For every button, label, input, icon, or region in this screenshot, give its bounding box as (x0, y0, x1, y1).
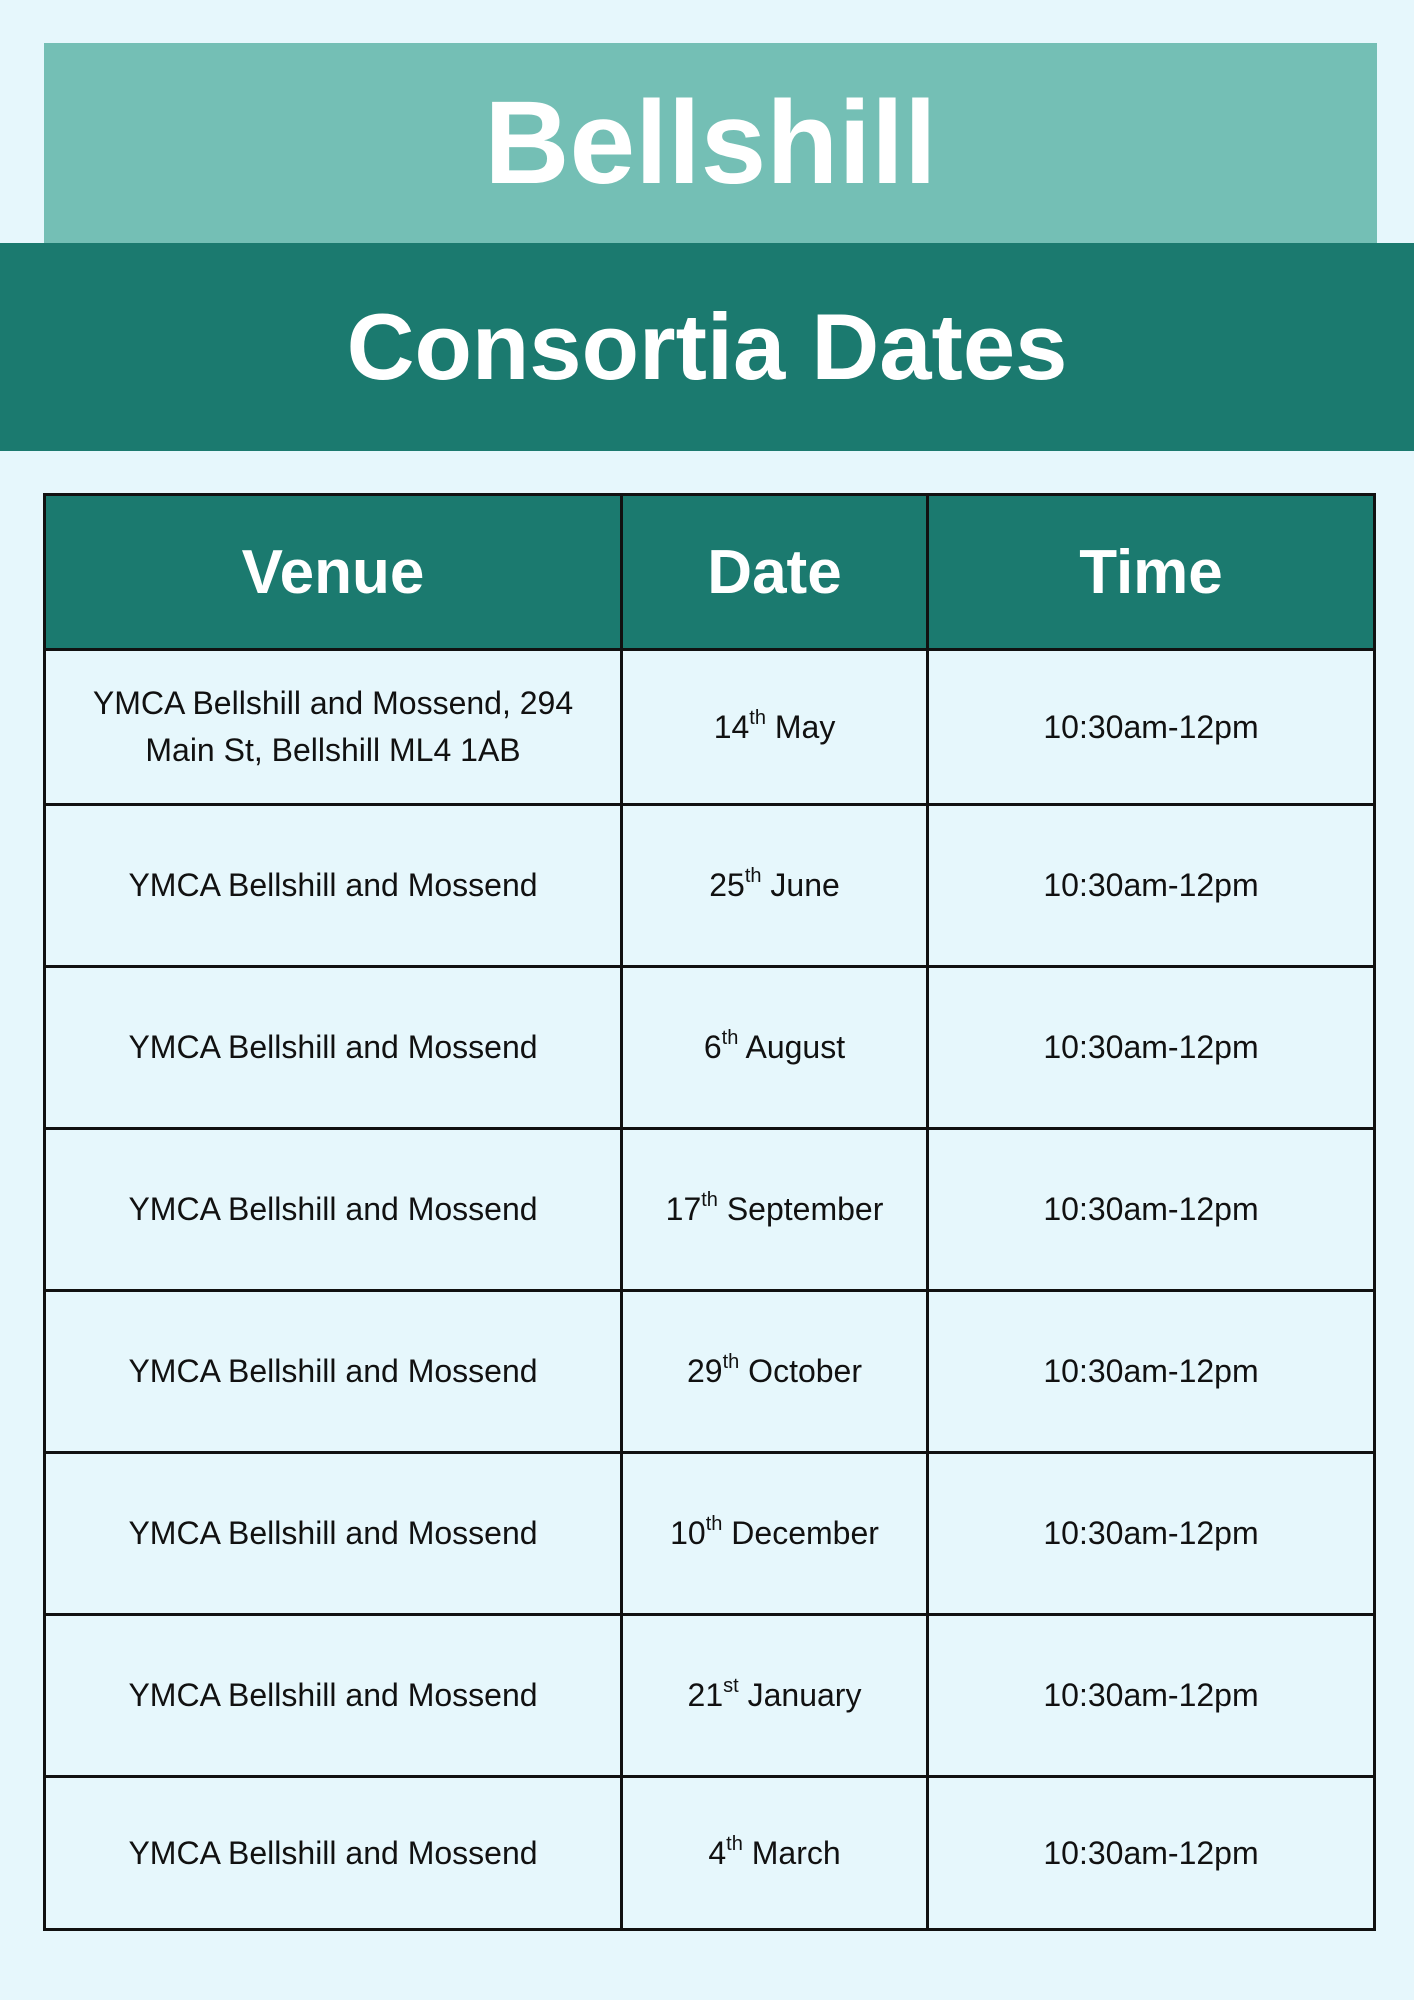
column-header-time: Time (928, 495, 1375, 650)
time-cell: 10:30am-12pm (928, 805, 1375, 967)
date-cell (622, 1129, 928, 1291)
venue-cell: YMCA Bellshill and Mossend (45, 1615, 622, 1777)
title-banner (44, 43, 1377, 243)
venue-cell: YMCA Bellshill and Mossend, 294 Main St, Bellshill ML4 1AB (45, 650, 622, 805)
date-day: 10 (670, 1515, 706, 1551)
date-day: 29 (687, 1353, 723, 1389)
page-title: Bellshill (484, 77, 937, 209)
time-cell: 10:30am-12pm (928, 967, 1375, 1129)
date-month: June (770, 867, 840, 903)
date-month: December (731, 1515, 879, 1551)
date-month: October (748, 1353, 862, 1389)
page-subtitle: Consortia Dates (346, 294, 1068, 399)
date-cell (622, 805, 928, 967)
date-suffix: th (701, 1189, 718, 1212)
date-month: August (745, 1029, 846, 1065)
time-cell: 10:30am-12pm (928, 1291, 1375, 1453)
date-suffix: th (721, 1027, 739, 1050)
table-row (45, 1129, 1375, 1291)
date-month: May (774, 708, 836, 745)
date-month: January (747, 1677, 862, 1713)
date-cell (622, 1615, 928, 1777)
table-row (45, 805, 1375, 967)
date-day: 17 (665, 1191, 702, 1227)
date-cell (622, 967, 928, 1129)
time-cell: 10:30am-12pm (928, 1129, 1375, 1291)
date-day: 4 (708, 1834, 727, 1871)
column-header-venue: Venue (45, 495, 622, 650)
date-day: 14 (713, 708, 750, 745)
column-header-date: Date (622, 495, 928, 650)
venue-cell: YMCA Bellshill and Mossend (45, 1129, 622, 1291)
table-row (45, 1615, 1375, 1777)
date-suffix: th (744, 865, 762, 888)
venue-cell: YMCA Bellshill and Mossend (45, 1291, 622, 1453)
subtitle-banner (0, 243, 1414, 451)
venue-cell: YMCA Bellshill and Mossend (45, 967, 622, 1129)
table-row (45, 650, 1375, 805)
date-day: 21 (687, 1677, 724, 1713)
venue-cell: YMCA Bellshill and Mossend (45, 1453, 622, 1615)
time-cell: 10:30am-12pm (928, 650, 1375, 805)
date-month: March (751, 1834, 841, 1871)
venue-cell: YMCA Bellshill and Mossend (45, 1777, 622, 1930)
date-cell (622, 1453, 928, 1615)
time-cell: 10:30am-12pm (928, 1453, 1375, 1615)
time-cell: 10:30am-12pm (928, 1615, 1375, 1777)
date-suffix: st (723, 1675, 739, 1698)
date-day: 6 (703, 1029, 722, 1065)
table-header-row (45, 495, 1375, 650)
table-row (45, 1777, 1375, 1930)
date-month: September (726, 1191, 884, 1227)
table-row (45, 1291, 1375, 1453)
date-cell (622, 1291, 928, 1453)
table-row (45, 1453, 1375, 1615)
date-cell (622, 1777, 928, 1930)
date-suffix: th (722, 1351, 740, 1374)
consortia-dates-table (43, 493, 1376, 1931)
date-cell (622, 650, 928, 805)
date-day: 25 (709, 867, 745, 903)
table-row (45, 967, 1375, 1129)
time-cell: 10:30am-12pm (928, 1777, 1375, 1930)
date-suffix: th (705, 1513, 723, 1536)
date-suffix: th (749, 706, 766, 729)
date-suffix: th (726, 1832, 743, 1855)
venue-cell: YMCA Bellshill and Mossend (45, 805, 622, 967)
